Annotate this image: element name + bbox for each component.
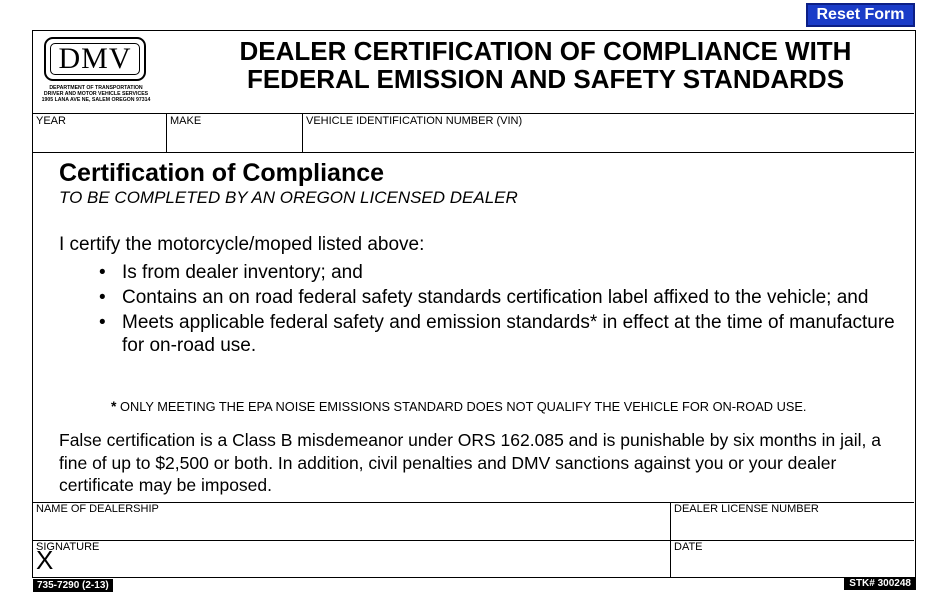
signature-field[interactable] bbox=[33, 540, 671, 578]
signature-x-mark: X bbox=[36, 545, 54, 575]
form-title-line1: DEALER CERTIFICATION OF COMPLIANCE WITH bbox=[239, 36, 852, 66]
dealer-license-field[interactable] bbox=[671, 502, 914, 540]
certification-list bbox=[95, 261, 905, 359]
make-label: MAKE bbox=[170, 115, 202, 127]
reset-form-button[interactable]: Reset Form bbox=[806, 3, 915, 27]
footnote-text: ONLY MEETING THE EPA NOISE EMISSIONS STANDARD DOES NOT QUALIFY THE VEHICLE FOR ON-ROAD USE. bbox=[120, 399, 807, 414]
signature-label: SIGNATURE bbox=[36, 541, 100, 553]
dealership-name-label: NAME OF DEALERSHIP bbox=[36, 503, 159, 515]
false-certification-warning: False certification is a Class B misdemeanor under ORS 162.085 and is punishable by six months in jail, a fine of up to $2,500 or both. In addition, civil penalties and DMV sanctions against you or your dealer certificate may be imposed. bbox=[59, 430, 881, 495]
certify-statement: I certify the motorcycle/moped listed above: bbox=[59, 234, 425, 255]
form-number: 735-7290 (2-13) bbox=[33, 579, 113, 592]
year-field[interactable] bbox=[33, 114, 167, 152]
dmv-logo-text: DMV bbox=[50, 43, 140, 75]
certification-subtitle: TO BE COMPLETED BY AN OREGON LICENSED DEALER bbox=[59, 188, 518, 207]
certification-title: Certification of Compliance bbox=[59, 159, 385, 187]
list-item bbox=[95, 286, 905, 309]
agency-line: DRIVER AND MOTOR VEHICLE SERVICES bbox=[43, 91, 149, 97]
form-title bbox=[183, 37, 908, 93]
form-header bbox=[33, 31, 914, 114]
agency-address: 1905 LANA AVE NE, SALEM OREGON 97314 bbox=[41, 97, 151, 103]
make-value[interactable] bbox=[167, 128, 302, 130]
vin-field[interactable] bbox=[303, 114, 914, 152]
make-field[interactable] bbox=[167, 114, 303, 152]
footnote-asterisk: * bbox=[111, 398, 117, 414]
form-title-line2: FEDERAL EMISSION AND SAFETY STANDARDS bbox=[246, 64, 845, 94]
certification-section bbox=[33, 153, 914, 503]
list-item-text: Meets applicable federal safety and emission standards* in effect at the time of manufacture for on-road use. bbox=[122, 312, 895, 356]
list-item-text: Contains an on road federal safety standards certification label affixed to the vehicle; and bbox=[122, 287, 869, 308]
date-value[interactable] bbox=[671, 554, 914, 556]
signature-row bbox=[33, 540, 914, 578]
date-label: DATE bbox=[674, 541, 703, 553]
vin-label: VEHICLE IDENTIFICATION NUMBER (VIN) bbox=[306, 115, 523, 127]
dealer-license-value[interactable] bbox=[671, 516, 914, 518]
year-value[interactable] bbox=[33, 128, 166, 130]
footnote bbox=[111, 398, 806, 415]
agency-info bbox=[37, 85, 155, 103]
dealer-license-label: DEALER LICENSE NUMBER bbox=[674, 503, 819, 515]
dealer-row bbox=[33, 502, 914, 541]
vin-value[interactable] bbox=[303, 128, 914, 130]
dealer-section bbox=[33, 502, 914, 578]
dealership-name-value[interactable] bbox=[33, 516, 670, 518]
date-field[interactable] bbox=[671, 540, 914, 578]
bullet-icon: • bbox=[99, 262, 106, 283]
stock-number: STK# 300248 bbox=[844, 577, 916, 590]
vehicle-info-row bbox=[33, 114, 914, 153]
list-item bbox=[95, 261, 905, 284]
list-item bbox=[95, 311, 905, 357]
dmv-logo bbox=[44, 37, 146, 81]
agency-line: DEPARTMENT OF TRANSPORTATION bbox=[49, 85, 143, 91]
list-item-text: Is from dealer inventory; and bbox=[122, 262, 363, 283]
year-label: YEAR bbox=[36, 115, 66, 127]
dealership-name-field[interactable] bbox=[33, 502, 671, 540]
bullet-icon: • bbox=[99, 287, 106, 308]
bullet-icon: • bbox=[99, 312, 106, 333]
compliance-form bbox=[32, 30, 916, 578]
